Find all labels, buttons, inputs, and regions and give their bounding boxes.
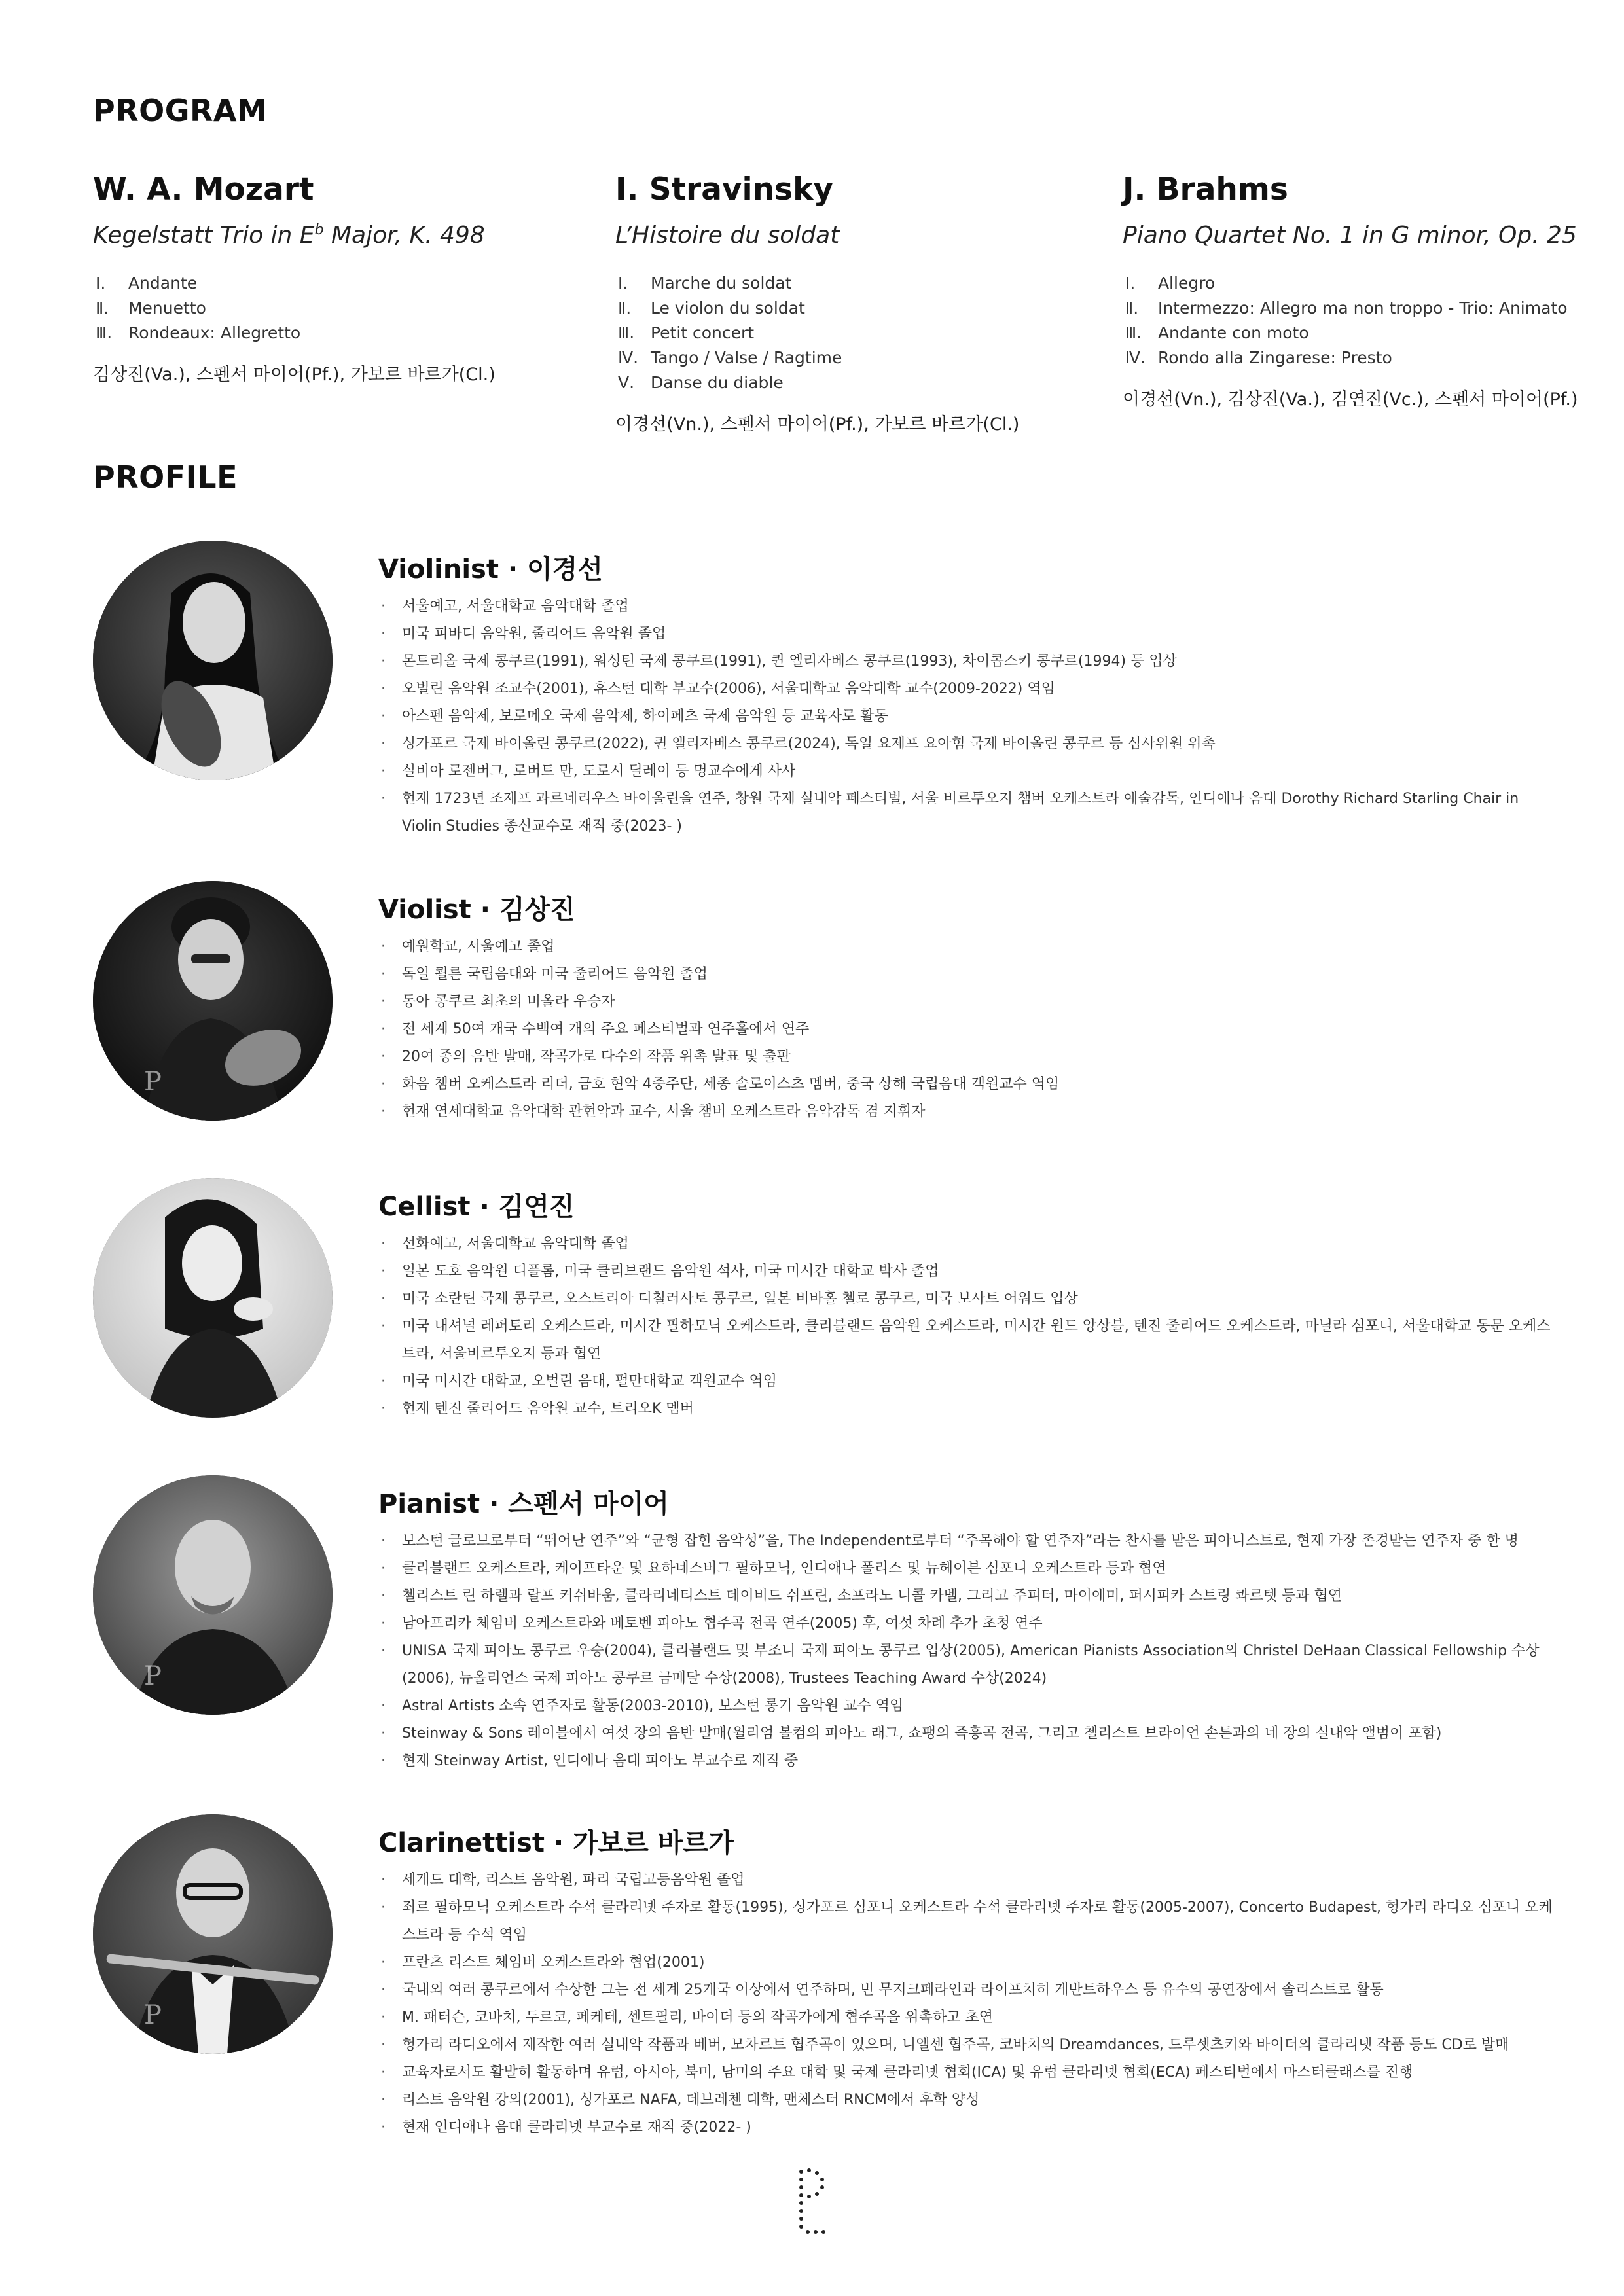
bio-item: · 독일 쾰른 국립음대와 미국 줄리어드 음악원 졸업 — [378, 961, 1557, 988]
bio-item: · 리스트 음악원 강의(2001), 싱가포르 NAFA, 데브레첸 대학, 맨체스터 RNCM에서 후학 양성 — [378, 2087, 1557, 2114]
program-column-stravinsky — [615, 171, 1113, 435]
artist-bio-list — [378, 593, 1557, 840]
program-title: PROGRAM — [93, 93, 268, 128]
bio-item: · 현재 인디애나 음대 클라리넷 부교수로 재직 중(2022- ) — [378, 2114, 1557, 2142]
bio-item: · 헝가리 라디오에서 제작한 여러 실내악 작품과 베버, 모차르트 협주곡이 있으며, 니엘센 협주곡, 코바치의 Dreamdances, 드루셋츠키와 바이더의 클라리넷 작품 등도 CD로 발매 — [378, 2032, 1557, 2059]
cellist-portrait — [93, 1178, 333, 1418]
bio-item: · 실비아 로젠버그, 로버트 만, 도로시 딜레이 등 명교수에게 사사 — [378, 758, 1557, 785]
profile-title: PROFILE — [93, 459, 238, 495]
movement-list — [93, 271, 590, 346]
bio-item: · 보스턴 글로브로부터 “뛰어난 연주”와 “균형 잡힌 음악성”을, The Independent로부터 “주목해야 할 연주자”라는 찬사를 받은 피아니스트로, 현재 가장 존경받는 연주자 중 한 명 — [378, 1528, 1557, 1555]
bio-item: · 첼리스트 린 하렐과 랄프 커쉬바움, 클라리네티스트 데이비드 쉬프린, 소프라노 니콜 카벨, 그리고 주피터, 마이애미, 퍼시피카 스트링 콰르텟 등과 협연 — [378, 1583, 1557, 1610]
footer-logo-icon — [792, 2166, 834, 2241]
composer-name: I. Stravinsky — [615, 171, 833, 207]
bio-item: · 미국 소란틴 국제 콩쿠르, 오스트리아 디칠러사토 콩쿠르, 일본 비바홀 첼로 콩쿠르, 미국 보사트 어워드 입상 — [378, 1285, 1557, 1313]
bio-item: · 현재 연세대학교 음악대학 관현악과 교수, 서울 챔버 오케스트라 음악감독 겸 지휘자 — [378, 1098, 1557, 1126]
watermark-icon: P — [144, 1661, 162, 1691]
movement-item: Ⅰ. Marche du soldat — [618, 274, 792, 293]
profile-violist — [93, 881, 1559, 1143]
performers: 이경선(Vn.), 김상진(Va.), 김연진(Vc.), 스펜서 마이어(Pf.) — [1123, 389, 1578, 410]
movement-item: Ⅰ. Allegro — [1125, 274, 1216, 293]
performers: 김상진(Va.), 스펜서 마이어(Pf.), 가보르 바르가(Cl.) — [93, 365, 496, 385]
bio-item: · 오벌린 음악원 조교수(2001), 휴스턴 대학 부교수(2006), 서울대학교 음악대학 교수(2009-2022) 역임 — [378, 675, 1557, 703]
bio-item: · 남아프리카 체임버 오케스트라와 베토벤 피아노 협주곡 전곡 연주(2005) 후, 여섯 차례 추가 초청 연주 — [378, 1610, 1557, 1638]
movement-item: Ⅳ. Tango / Valse / Ragtime — [618, 348, 842, 367]
bio-item: · Steinway & Sons 레이블에서 여섯 장의 음반 발매(윌리엄 볼컴의 피아노 래그, 쇼팽의 즉흥곡 전곡, 그리고 첼리스트 브라이언 손튼과의 네 장의 실내악 앨범이 포함) — [378, 1720, 1557, 1748]
bio-item: · 몬트리올 국제 콩쿠르(1991), 워싱턴 국제 콩쿠르(1991), 퀸 엘리자베스 콩쿠르(1993), 차이콥스키 콩쿠르(1994) 등 입상 — [378, 648, 1557, 675]
clarinettist-portrait — [93, 1814, 333, 2054]
artist-heading: Pianist · 스펜서 마이어 — [378, 1489, 669, 1519]
bio-item: · 20여 종의 음반 발매, 작곡가로 다수의 작품 위촉 발표 및 출판 — [378, 1043, 1557, 1071]
movement-item: Ⅰ. Andante — [96, 274, 198, 293]
bio-item: · M. 패터슨, 코바치, 두르코, 페케테, 센트필리, 바이더 등의 작곡가에게 협주곡을 위촉하고 초연 — [378, 2004, 1557, 2032]
profile-violinist — [93, 541, 1559, 834]
profile-clarinettist — [93, 1814, 1559, 2142]
pianist-portrait — [93, 1475, 333, 1715]
bio-item: · 싱가포르 국제 바이올린 콩쿠르(2022), 퀸 엘리자베스 콩쿠르(2024), 독일 요제프 요아힘 국제 바이올린 콩쿠르 등 심사위원 위촉 — [378, 730, 1557, 758]
movement-item: Ⅳ. Rondo alla Zingarese: Presto — [1125, 348, 1392, 367]
bio-item: · 현재 텐진 줄리어드 음악원 교수, 트리오K 멤버 — [378, 1395, 1557, 1423]
movement-item: Ⅱ. Le violon du soldat — [618, 298, 805, 317]
bio-item: · 서울예고, 서울대학교 음악대학 졸업 — [378, 593, 1557, 620]
violinist-portrait — [93, 541, 333, 780]
bio-item: · 예원학교, 서울예고 졸업 — [378, 933, 1557, 961]
bio-item: · 전 세계 50여 개국 수백여 개의 주요 페스티벌과 연주홀에서 연주 — [378, 1016, 1557, 1043]
composer-name: W. A. Mozart — [93, 171, 314, 207]
work-title: Piano Quartet No. 1 in G minor, Op. 25 — [1123, 222, 1577, 249]
watermark-icon: P — [144, 2000, 162, 2030]
watermark-icon: P — [144, 1067, 162, 1097]
bio-item: · 현재 1723년 조제프 과르네리우스 바이올린을 연주, 창원 국제 실내악 페스티벌, 서울 비르투오지 챔버 오케스트라 예술감독, 인디애나 음대 Dorothy Richard Starling Chair in Violin Studies 종신교수로 재직 중(2023- ) — [378, 785, 1557, 840]
bio-item: · 교육자로서도 활발히 활동하며 유럽, 아시아, 북미, 남미의 주요 대학 및 국제 클라리넷 협회(ICA) 및 유럽 클라리넷 협회(ECA) 페스티벌에서 마스터클래스를 진행 — [378, 2059, 1557, 2087]
profile-pianist — [93, 1475, 1559, 1783]
bio-item: · 현재 Steinway Artist, 인디애나 음대 피아노 부교수로 재직 중 — [378, 1748, 1557, 1775]
artist-bio-list — [378, 1230, 1557, 1423]
bio-item: · 프란츠 리스트 체임버 오케스트라와 협업(2001) — [378, 1949, 1557, 1977]
profile-cellist — [93, 1178, 1559, 1453]
bio-item: · 화음 챔버 오케스트라 리더, 금호 현악 4중주단, 세종 솔로이스츠 멤버, 중국 상해 국립음대 객원교수 역임 — [378, 1071, 1557, 1098]
movement-list — [615, 271, 1113, 395]
artist-heading: Clarinettist · 가보르 바르가 — [378, 1828, 734, 1858]
movement-item: Ⅱ. Intermezzo: Allegro ma non troppo - Trio: Animato — [1125, 298, 1568, 317]
movement-item: Ⅱ. Menuetto — [96, 298, 206, 317]
artist-bio-list — [378, 1867, 1557, 2142]
bio-item: · 국내외 여러 콩쿠르에서 수상한 그는 전 세계 25개국 이상에서 연주하며, 빈 무지크페라인과 라이프치히 게반트하우스 등 유수의 공연장에서 솔리스트로 활동 — [378, 1977, 1557, 2004]
bio-item: · UNISA 국제 피아노 콩쿠르 우승(2004), 클리블랜드 및 부조니 국제 피아노 콩쿠르 입상(2005), American Pianists Association의 Christel DeHaan Classical Fellowship 수상(2006), 뉴올리언스 국제 피아노 콩쿠르 금메달 수상(2008), Trustees Teaching Award 수상(2024) — [378, 1638, 1557, 1693]
movement-item: Ⅲ. Andante con moto — [1125, 323, 1309, 342]
bio-item: · 세게드 대학, 리스트 음악원, 파리 국립고등음악원 졸업 — [378, 1867, 1557, 1894]
performers: 이경선(Vn.), 스펜서 마이어(Pf.), 가보르 바르가(Cl.) — [615, 414, 1020, 435]
work-title: L’Histoire du soldat — [615, 222, 840, 249]
bio-item: · 죄르 필하모닉 오케스트라 수석 클라리넷 주자로 활동(1995), 싱가포르 심포니 오케스트라 수석 클라리넷 주자로 활동(2005-2007), Concerto Budapest, 헝가리 라디오 심포니 오케스트라 등 수석 역임 — [378, 1894, 1557, 1949]
bio-item: · 미국 내셔널 레퍼토리 오케스트라, 미시간 필하모닉 오케스트라, 클리블랜드 음악원 오케스트라, 미시간 윈드 앙상블, 텐진 줄리어드 오케스트라, 마닐라 심포니, 서울대학교 동문 오케스트라, 서울비르투오지 등과 협연 — [378, 1313, 1557, 1368]
violist-portrait — [93, 881, 333, 1121]
program-column-brahms — [1123, 171, 1620, 410]
artist-heading: Violist · 김상진 — [378, 895, 575, 925]
bio-item: · 미국 피바디 음악원, 줄리어드 음악원 졸업 — [378, 620, 1557, 648]
bio-item: · Astral Artists 소속 연주자로 활동(2003-2010), 보스턴 롱기 음악원 교수 역임 — [378, 1693, 1557, 1720]
movement-item: Ⅲ. Rondeaux: Allegretto — [96, 323, 301, 342]
movement-list — [1123, 271, 1620, 370]
bio-item: · 아스펜 음악제, 보로메오 국제 음악제, 하이페츠 국제 음악원 등 교육자로 활동 — [378, 703, 1557, 730]
bio-item: · 일본 도호 음악원 디플롬, 미국 클리브랜드 음악원 석사, 미국 미시간 대학교 박사 졸업 — [378, 1258, 1557, 1285]
program-column-mozart — [93, 171, 590, 386]
bio-item: · 클리블랜드 오케스트라, 케이프타운 및 요하네스버그 필하모닉, 인디애나 폴리스 및 뉴헤이븐 심포니 오케스트라 등과 협연 — [378, 1555, 1557, 1583]
artist-heading: Cellist · 김연진 — [378, 1192, 575, 1222]
artist-heading: Violinist · 이경선 — [378, 554, 603, 584]
bio-item: · 미국 미시간 대학교, 오벌린 음대, 펄만대학교 객원교수 역임 — [378, 1368, 1557, 1395]
bio-item: · 동아 콩쿠르 최초의 비올라 우승자 — [378, 988, 1557, 1016]
movement-item: Ⅴ. Danse du diable — [618, 373, 784, 392]
artist-bio-list — [378, 933, 1557, 1126]
artist-bio-list — [378, 1528, 1557, 1775]
composer-name: J. Brahms — [1123, 171, 1288, 207]
movement-item: Ⅲ. Petit concert — [618, 323, 755, 342]
work-title: Kegelstatt Trio in $E^b$ Major, K. 498 — [93, 222, 485, 249]
bio-item: · 선화예고, 서울대학교 음악대학 졸업 — [378, 1230, 1557, 1258]
